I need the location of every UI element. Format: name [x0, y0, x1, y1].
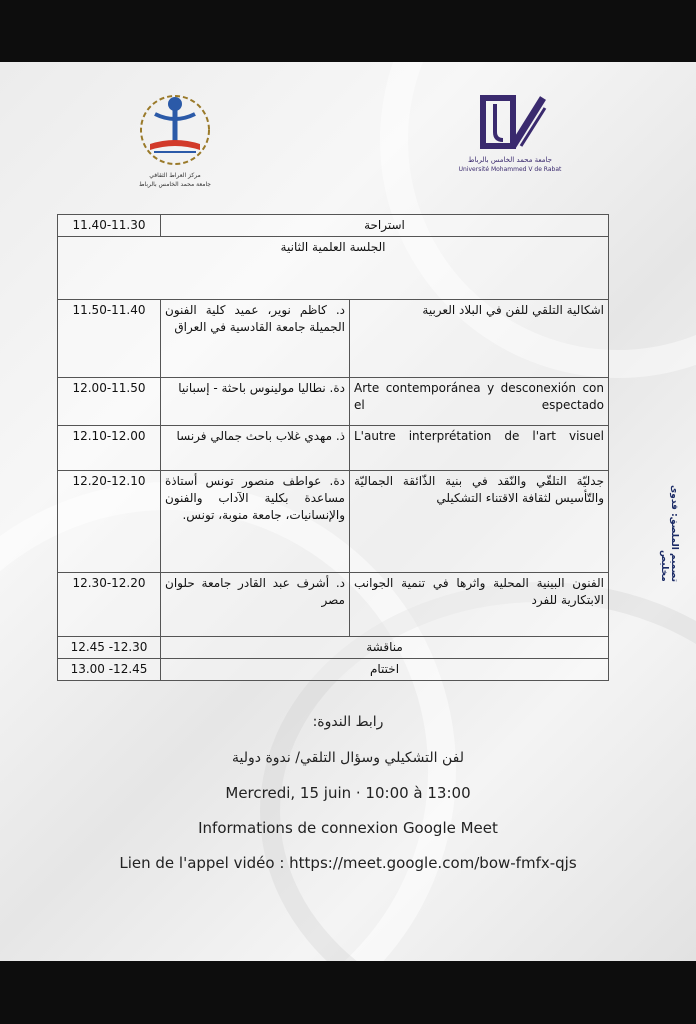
university-logo: [455, 92, 565, 182]
session-title: الجلسة العلمية الثانية: [58, 237, 609, 300]
talk-row: [58, 471, 609, 573]
time-cell: 12.10-12.00: [58, 426, 161, 471]
video-call-link[interactable]: Lien de l'appel vidéo : https://meet.google.com/bow-fmfx-qjs: [119, 854, 577, 872]
speaker-cell: ذ. مهدي غلاب باحث جمالي فرنسا: [161, 426, 350, 471]
speaker-cell: د. كاظم نوير، عميد كلية الفنون الجميلة جامعة القادسية في العراق: [161, 300, 350, 378]
time-cell: 12.45 -12.30: [58, 637, 161, 659]
talk-row: [58, 573, 609, 637]
talk-title-cell: Arte contemporánea y desconexión con el espectado: [350, 378, 609, 426]
talk-title-cell: اشكالية التلقي للفن في البلاد العربية: [350, 300, 609, 378]
left-logo-caption-2: جامعة محمد الخامس بالرباط: [138, 181, 212, 188]
right-logo-caption-ar: جامعة محمد الخامس بالرباط: [467, 156, 553, 164]
talk-title-cell: جدليّة التلقّي والنّقد في بنية الذّائقة الجماليّة والتّأسيس لثقافة الاقتناء التشكيلي: [350, 471, 609, 573]
schedule-table: [57, 214, 609, 681]
event-name: لفن التشكيلي وسؤال التلقي/ ندوة دولية: [232, 750, 464, 766]
event-datetime: Mercredi, 15 juin · 10:00 à 13:00: [225, 784, 471, 802]
discussion-label: مناقشة: [161, 637, 609, 659]
right-logo-caption-fr: Université Mohammed V de Rabat: [458, 166, 562, 173]
talk-row: [58, 378, 609, 426]
cultural-center-emblem-icon: [120, 90, 230, 168]
link-heading: رابط الندوة:: [312, 714, 384, 730]
time-cell: 12.30-12.20: [58, 573, 161, 637]
university-emblem-icon: [455, 92, 565, 154]
session-row: [58, 237, 609, 300]
connection-info: Informations de connexion Google Meet: [198, 819, 498, 837]
speaker-cell: دة. عواطف منصور تونس أستاذة مساعدة بكلية الآداب والفنون والإنسانيات، جامعة منوبة، تونس.: [161, 471, 350, 573]
speaker-cell: د. أشرف عبد القادر جامعة حلوان مصر: [161, 573, 350, 637]
time-cell: 13.00 -12.45: [58, 659, 161, 681]
closing-row: [58, 659, 609, 681]
break-label: استراحة: [161, 215, 609, 237]
talk-row: [58, 300, 609, 378]
cultural-center-logo: [120, 90, 230, 190]
closing-label: اختتام: [161, 659, 609, 681]
talk-title-cell: L'autre interprétation de l'art visuel: [350, 426, 609, 471]
time-cell: 12.20-12.10: [58, 471, 161, 573]
time-cell: 11.40-11.30: [58, 215, 161, 237]
left-logo-caption-1: مركز العراط الثقافي: [149, 172, 201, 179]
talk-title-cell: الفنون البينية المحلية واثرها في تنمية الجوانب الابتكارية للفرد: [350, 573, 609, 637]
designer-credit: تصميم الملصق: فدوى مخليص: [659, 485, 679, 582]
discussion-row: [58, 637, 609, 659]
break-row: [58, 215, 609, 237]
poster-page: [0, 62, 696, 961]
time-cell: 11.50-11.40: [58, 300, 161, 378]
talk-row: [58, 426, 609, 471]
time-cell: 12.00-11.50: [58, 378, 161, 426]
speaker-cell: دة. نطاليا مولينوس باحثة - إسبانيا: [161, 378, 350, 426]
